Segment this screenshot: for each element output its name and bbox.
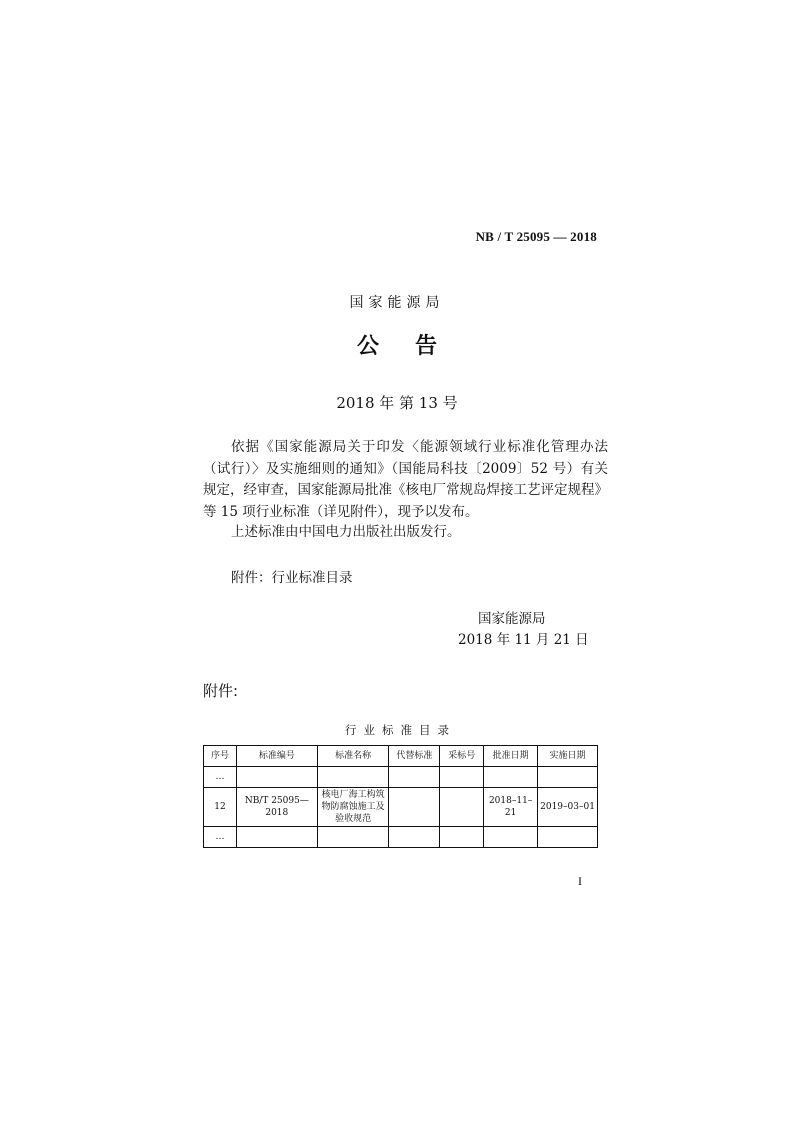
table-cell xyxy=(236,767,317,788)
table-cell xyxy=(389,767,440,788)
column-header: 标准名称 xyxy=(317,746,389,767)
table-cell: 2018–11–21 xyxy=(484,788,538,827)
table-cell xyxy=(389,827,440,848)
table-cell xyxy=(440,827,484,848)
notice-title: 公告 xyxy=(356,334,473,359)
notice-paragraph-2: 上述标准由中国电力出版社出版发行。 xyxy=(231,524,461,540)
table-header-row xyxy=(204,746,598,767)
table-cell xyxy=(440,788,484,827)
table-cell xyxy=(484,767,538,788)
attachment-reference: 附件：行业标准目录 xyxy=(231,570,353,586)
table-row xyxy=(204,827,598,848)
table-cell xyxy=(236,827,317,848)
column-header: 实施日期 xyxy=(538,746,598,767)
table-cell: 12 xyxy=(204,788,237,827)
table-title: 行业标准目录 xyxy=(345,723,456,737)
standards-table xyxy=(203,745,598,848)
signature-organization: 国家能源局 xyxy=(478,611,546,627)
table-cell: 2019–03–01 xyxy=(538,788,598,827)
signature-date: 2018 年 11 月 21 日 xyxy=(458,632,589,648)
table-cell: NB/T 25095—2018 xyxy=(236,788,317,827)
table-row xyxy=(204,788,598,827)
table-cell xyxy=(538,767,598,788)
table-cell xyxy=(538,827,598,848)
issue-number: 2018 年 第 13 号 xyxy=(336,394,458,412)
column-header: 代替标准 xyxy=(389,746,440,767)
table-cell xyxy=(317,767,389,788)
table-cell xyxy=(389,788,440,827)
attachment-heading: 附件: xyxy=(203,682,239,700)
standard-code: NB / T 25095 — 2018 xyxy=(475,229,597,244)
table-cell xyxy=(440,767,484,788)
column-header: 序号 xyxy=(204,746,237,767)
table-cell: … xyxy=(204,767,237,788)
table-cell: … xyxy=(204,827,237,848)
column-header: 标准编号 xyxy=(236,746,317,767)
column-header: 批准日期 xyxy=(484,746,538,767)
notice-paragraph-1: 依据《国家能源局关于印发〈能源领域行业标准化管理办法（试行）〉及实施细则的通知》（国能局科技〔2009〕52 号）有关规定，经审查，国家能源局批准《核电厂常规岛焊接工艺评定规程》等 15 项行业标准（详见附件），现予以发布。 xyxy=(203,439,608,520)
table-row xyxy=(204,767,598,788)
table-cell xyxy=(484,827,538,848)
issuing-organization: 国家能源局 xyxy=(349,295,445,311)
column-header: 采标号 xyxy=(440,746,484,767)
page-number: I xyxy=(578,874,582,888)
table-cell: 核电厂海工构筑物防腐蚀施工及验收规范 xyxy=(317,788,389,827)
table-cell xyxy=(317,827,389,848)
